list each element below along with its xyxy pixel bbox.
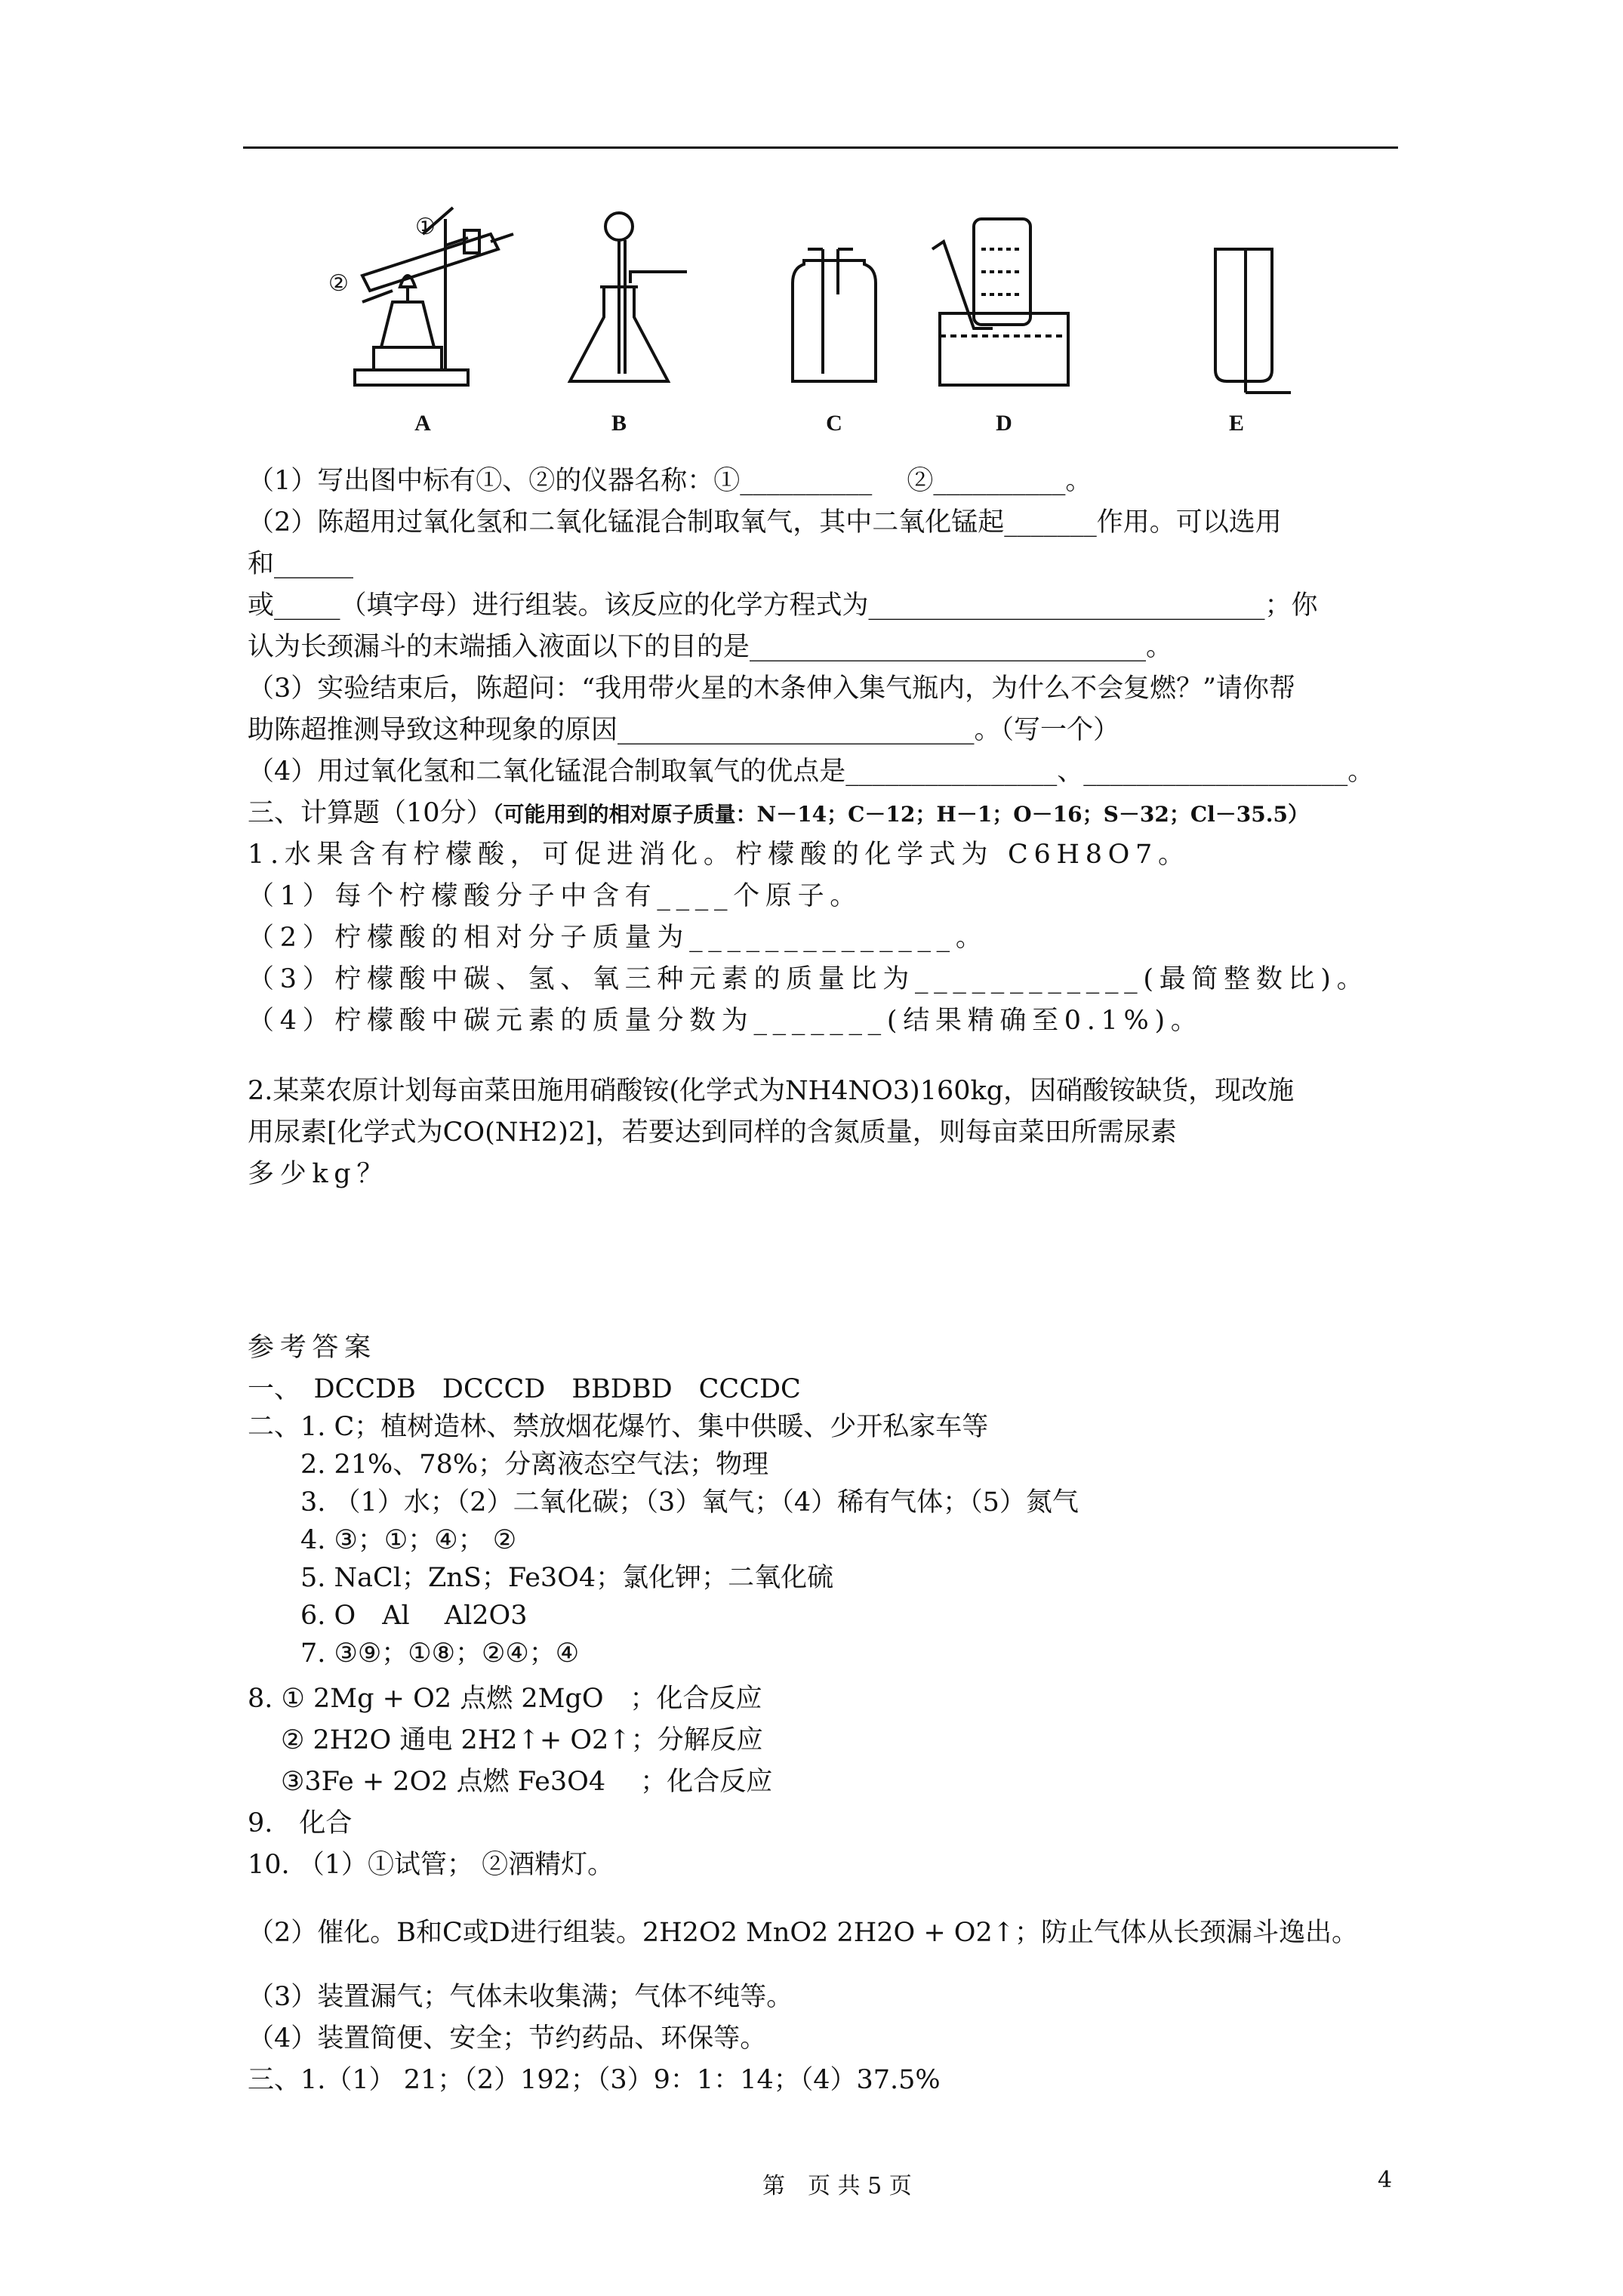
apparatus-e-bottle-tube bbox=[1215, 249, 1291, 393]
apparatus-d-water-trough bbox=[932, 219, 1068, 385]
answer-2-3: 3. （1）水；（2）二氧化碳；（3）氧气；（4）稀有气体；（5）氮气 bbox=[300, 1487, 1079, 1518]
q10-part2c: 或_____（填字母）进行组装。该反应的化学方程式为______________________________；你 bbox=[248, 590, 1318, 621]
label-d: D bbox=[996, 411, 1012, 436]
calc-q2-line1: 2.某菜农原计划每亩菜田施用硝酸铵(化学式为NH4NO3)160kg，因硝酸铵缺货，现改施 bbox=[248, 1076, 1295, 1106]
header-rule bbox=[243, 146, 1398, 149]
answer-2-1: 二、1. C；植树造林、禁放烟花爆竹、集中供暖、少开私家车等 bbox=[248, 1412, 989, 1442]
footer-page-info: 第 页 共 5 页 bbox=[762, 2173, 912, 2199]
apparatus-b-flask-funnel bbox=[570, 213, 687, 381]
q10-part3b: 助陈超推测导致这种现象的原因___________________________。（写一个） bbox=[248, 715, 1120, 745]
answer-2-2: 2. 21%、78%；分离液态空气法；物理 bbox=[300, 1450, 769, 1480]
answer-10-4: （4）装置简便、安全；节约药品、环保等。 bbox=[248, 2023, 767, 2054]
calc-q1-4: （4）柠檬酸中碳元素的质量分数为_______(结果精确至0.1%)。 bbox=[248, 1006, 1203, 1036]
marker-2: ② bbox=[328, 270, 349, 297]
calc-q1-stem: 1.水果含有柠檬酸，可促进消化。柠檬酸的化学式为 C6H8O7。 bbox=[248, 840, 1190, 870]
answer-3: 三、1.（1） 21；（2）192；（3）9：1：14；（4）37.5% bbox=[248, 2065, 941, 2095]
calc-heading: 三、计算题（10分）（可能用到的相对原子质量：N－14；C－12；H－1；O－16；S－32；Cl－35.5） bbox=[248, 798, 1309, 828]
calc-q1-2: （2）柠檬酸的相对分子质量为______________。 bbox=[248, 923, 988, 953]
calc-q2-line3: 多少kg？ bbox=[248, 1159, 390, 1189]
answer-10-2: （2）催化。B和C或D进行组装。2H2O2 MnO2 2H2O + O2↑；防止气体从长颈漏斗逸出。 bbox=[248, 1918, 1359, 1948]
calc-q1-3: （3）柠檬酸中碳、氢、氧三种元素的质量比为____________(最简整数比)。 bbox=[248, 964, 1369, 994]
answer-1: 一、 DCCDB DCCCD BBDBD CCCDC bbox=[248, 1374, 801, 1404]
calc-q2-line2: 用尿素[化学式为CO(NH2)2]，若要达到同样的含氮质量，则每亩菜田所需尿素 bbox=[248, 1117, 1177, 1148]
q10-part1: （1）写出图中标有①、②的仪器名称：①__________ ②__________。 bbox=[248, 466, 1092, 496]
label-a: A bbox=[414, 411, 431, 436]
answer-10-1: 10. （1）①试管； ②酒精灯。 bbox=[248, 1850, 614, 1880]
answer-8-3: ③3Fe + 2O2 点燃 Fe3O4 ；化合反应 bbox=[281, 1767, 773, 1797]
label-c: C bbox=[826, 411, 842, 436]
q10-part2b: 和______ bbox=[248, 549, 354, 579]
apparatus-c-collecting-bottle bbox=[793, 249, 876, 381]
marker-1: ① bbox=[415, 214, 436, 240]
q10-part2d: 认为长颈漏斗的末端插入液面以下的目的是______________________________。 bbox=[248, 632, 1173, 662]
answer-2-5: 5. NaCl；ZnS；Fe3O4；氯化钾；二氧化硫 bbox=[300, 1563, 834, 1593]
answer-2-6: 6. O Al Al2O3 bbox=[300, 1601, 528, 1631]
q10-part4: （4）用过氧化氢和二氧化锰混合制取氧气的优点是________________、____________________。 bbox=[248, 757, 1375, 787]
label-b: B bbox=[611, 411, 627, 436]
answer-9: 9. 化合 bbox=[248, 1808, 353, 1838]
q10-part3a: （3）实验结束后，陈超问：“我用带火星的木条伸入集气瓶内，为什么不会复燃？”请你帮 bbox=[248, 673, 1296, 704]
footer-page-number: 4 bbox=[1378, 2167, 1393, 2193]
label-e: E bbox=[1228, 411, 1245, 436]
answer-2-4: 4. ③；①；④； ② bbox=[300, 1525, 517, 1555]
answer-2-7: 7. ③⑨；①⑧；②④；④ bbox=[300, 1638, 580, 1669]
q10-part2a: （2）陈超用过氧化氢和二氧化锰混合制取氧气，其中二氧化锰起_______作用。可以选用 bbox=[248, 507, 1282, 538]
lab-apparatus-figure bbox=[310, 204, 1306, 453]
answers-heading: 参考答案 bbox=[248, 1333, 377, 1363]
answer-8-1: 8. ① 2Mg + O2 点燃 2MgO ；化合反应 bbox=[248, 1684, 762, 1714]
calc-q1-1: （1）每个柠檬酸分子中含有____个原子。 bbox=[248, 881, 862, 911]
answer-10-3: （3）装置漏气；气体未收集满；气体不纯等。 bbox=[248, 1982, 793, 2012]
answer-8-2: ② 2H2O 通电 2H2↑+ O2↑；分解反应 bbox=[281, 1725, 763, 1755]
